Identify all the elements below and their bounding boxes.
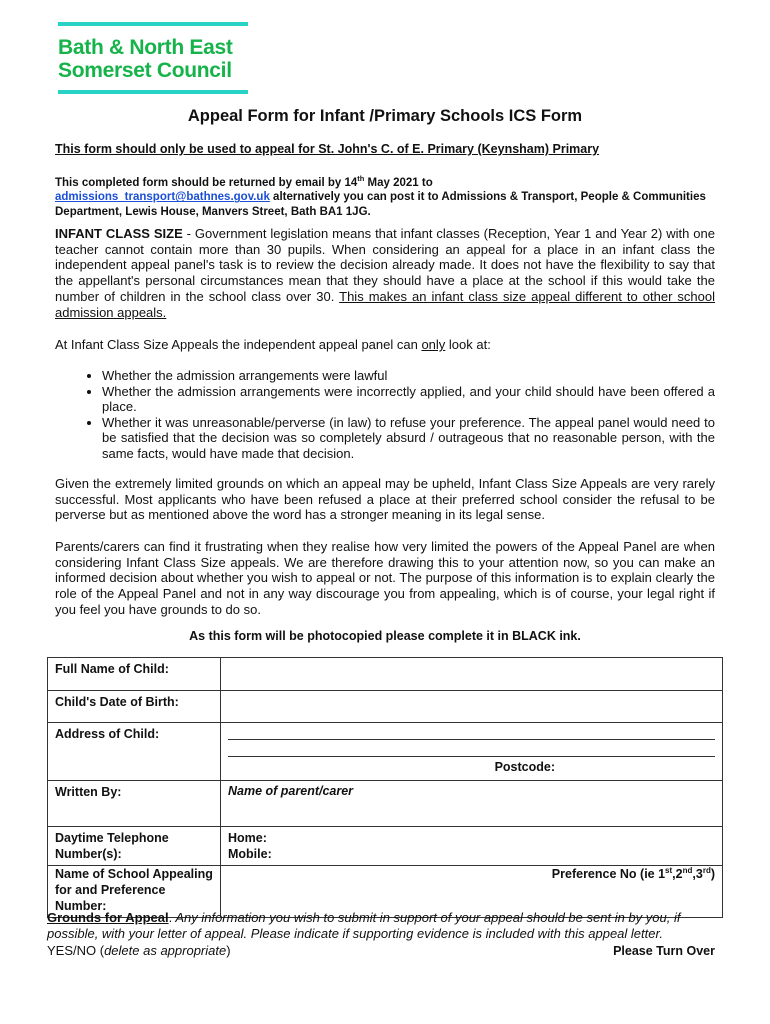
panel-intro-after: look at: [445, 337, 491, 352]
list-item: • Whether the admission arrangements were incorrectly applied, and your child should have been offered a place. [102, 384, 715, 415]
full-name-label: Full Name of Child: [48, 658, 221, 691]
mobile-label: Mobile: [228, 847, 272, 861]
logo-text [58, 26, 248, 90]
black-ink-note: As this form will be photocopied please complete it in BLACK ink. [189, 629, 581, 643]
grounds-for-appeal [47, 910, 715, 959]
turn-over-note: Please Turn Over [613, 943, 715, 958]
grounds-yesno: YES/NO ( [47, 942, 105, 958]
dob-field[interactable] [221, 691, 723, 723]
name-of-parent-label: Name of parent/carer [228, 784, 354, 798]
council-logo [58, 22, 248, 94]
return-text-1: This completed form should be returned by email by 14 [55, 176, 358, 189]
ics-heading: INFANT CLASS SIZE [55, 226, 183, 241]
address-line-1[interactable] [228, 723, 715, 740]
logo-line-2: Somerset Council [58, 59, 232, 82]
grounds-limited-paragraph: Given the extremely limited grounds on which an appeal may be upheld, Infant Class Size Appeals are very rarely successful. Most applicants who have been refused a place at their preferred school consider the refusal to be perverse but as mentioned above the word has a stronger meaning in its legal sense. [55, 476, 715, 523]
list-item: • Whether the admission arrangements were lawful [102, 368, 715, 384]
address-field[interactable] [221, 723, 723, 781]
pref-st: st [665, 866, 673, 875]
panel-intro [55, 337, 715, 353]
dob-label: Child's Date of Birth: [48, 691, 221, 723]
grounds-italic-text: Any information you wish to submit in support of your appeal should be sent in by you, if possible, with your letter of appeal. Please indicate if supporting evidence is included with this appeal letter. [47, 910, 681, 942]
grounds-dot: . [168, 910, 173, 925]
pref-comma-1: ,2 [672, 867, 683, 882]
full-name-field[interactable] [221, 658, 723, 691]
home-label: Home: [228, 831, 267, 845]
return-sup: th [357, 174, 365, 183]
form-subtitle: This form should only be used to appeal for St. John's C. of E. Primary (Keynsham) Primary [55, 142, 600, 156]
ics-paragraph [55, 226, 715, 320]
panel-criteria-list [55, 368, 715, 462]
written-by-field[interactable] [221, 781, 723, 827]
parents-paragraph: Parents/carers can find it frustrating when they realise how very limited the powers of the Appeal Panel are when considering Infant Class Size appeals. We are therefore drawing this to your attention now, so you can make an informed decision about whether you wish to appeal or not. The purpose of this information is to explain clearly the role of the Appeal Panel and not in any way discourage you from appealing, which is of course, your legal right if you feel you have grounds to do so. [55, 539, 715, 617]
panel-intro-only: only [421, 337, 446, 352]
page-title: Appeal Form for Infant /Primary Schools ICS Form [187, 107, 583, 125]
appeal-form-table [47, 657, 723, 918]
return-text-3: alternatively you can post it to Admissions & Transport, People & Communities Department, Lewis House, Manvers Street, Bath BA1 1JG. [55, 191, 706, 218]
return-instructions [55, 172, 725, 219]
grounds-close: ) [226, 942, 231, 958]
grounds-delete-note: delete as appropriate [104, 942, 227, 958]
written-by-label: Written By: [48, 781, 221, 827]
logo-line-1: Bath & North East [58, 36, 233, 59]
logo-bottom-bar [58, 90, 248, 94]
panel-intro-before: At Infant Class Size Appeals the independent appeal panel can [55, 337, 422, 352]
school-preference-label: Name of School Appealing for and Preference Number: [48, 866, 221, 918]
ics-body: - Government legislation means that infant classes (Reception, Year 1 and Year 2) with one teacher cannot contain more than 30 pupils. When considering an appeal for a place in an infant class the independent appeal panel's task is to review the decision already made. It does not have the flexibility to say that the appellant's personal circumstances mean that they should have a place at the school if this would take the number of children in the school class over 30. [55, 226, 715, 304]
pref-rd: rd [702, 866, 711, 875]
return-text-2: May 2021 to [364, 176, 433, 189]
daytime-phone-label: Daytime Telephone Number(s): [48, 827, 221, 866]
pref-nd: nd [682, 866, 693, 875]
preference-prefix: Preference No (ie 1 [551, 867, 666, 882]
postcode-label: Postcode: [494, 760, 555, 774]
ics-underlined: This makes an infant class size appeal different to other school admission appeals. [55, 288, 716, 320]
admissions-email-link[interactable]: admissions_transport@bathnes.gov.uk [55, 191, 270, 204]
address-label: Address of Child: [48, 723, 221, 781]
list-item: • Whether it was unreasonable/perverse (in law) to refuse your preference. The appeal panel would need to be satisfied that the decision was so completely absurd / outrageous that no reasonable person, with the same facts, would have made that decision. [102, 415, 715, 462]
pref-comma-2: ,3 [692, 867, 703, 882]
address-line-2[interactable] [228, 740, 715, 757]
grounds-heading: Grounds for Appeal [47, 910, 169, 925]
phone-field[interactable] [221, 827, 723, 866]
pref-close: ) [710, 867, 715, 882]
